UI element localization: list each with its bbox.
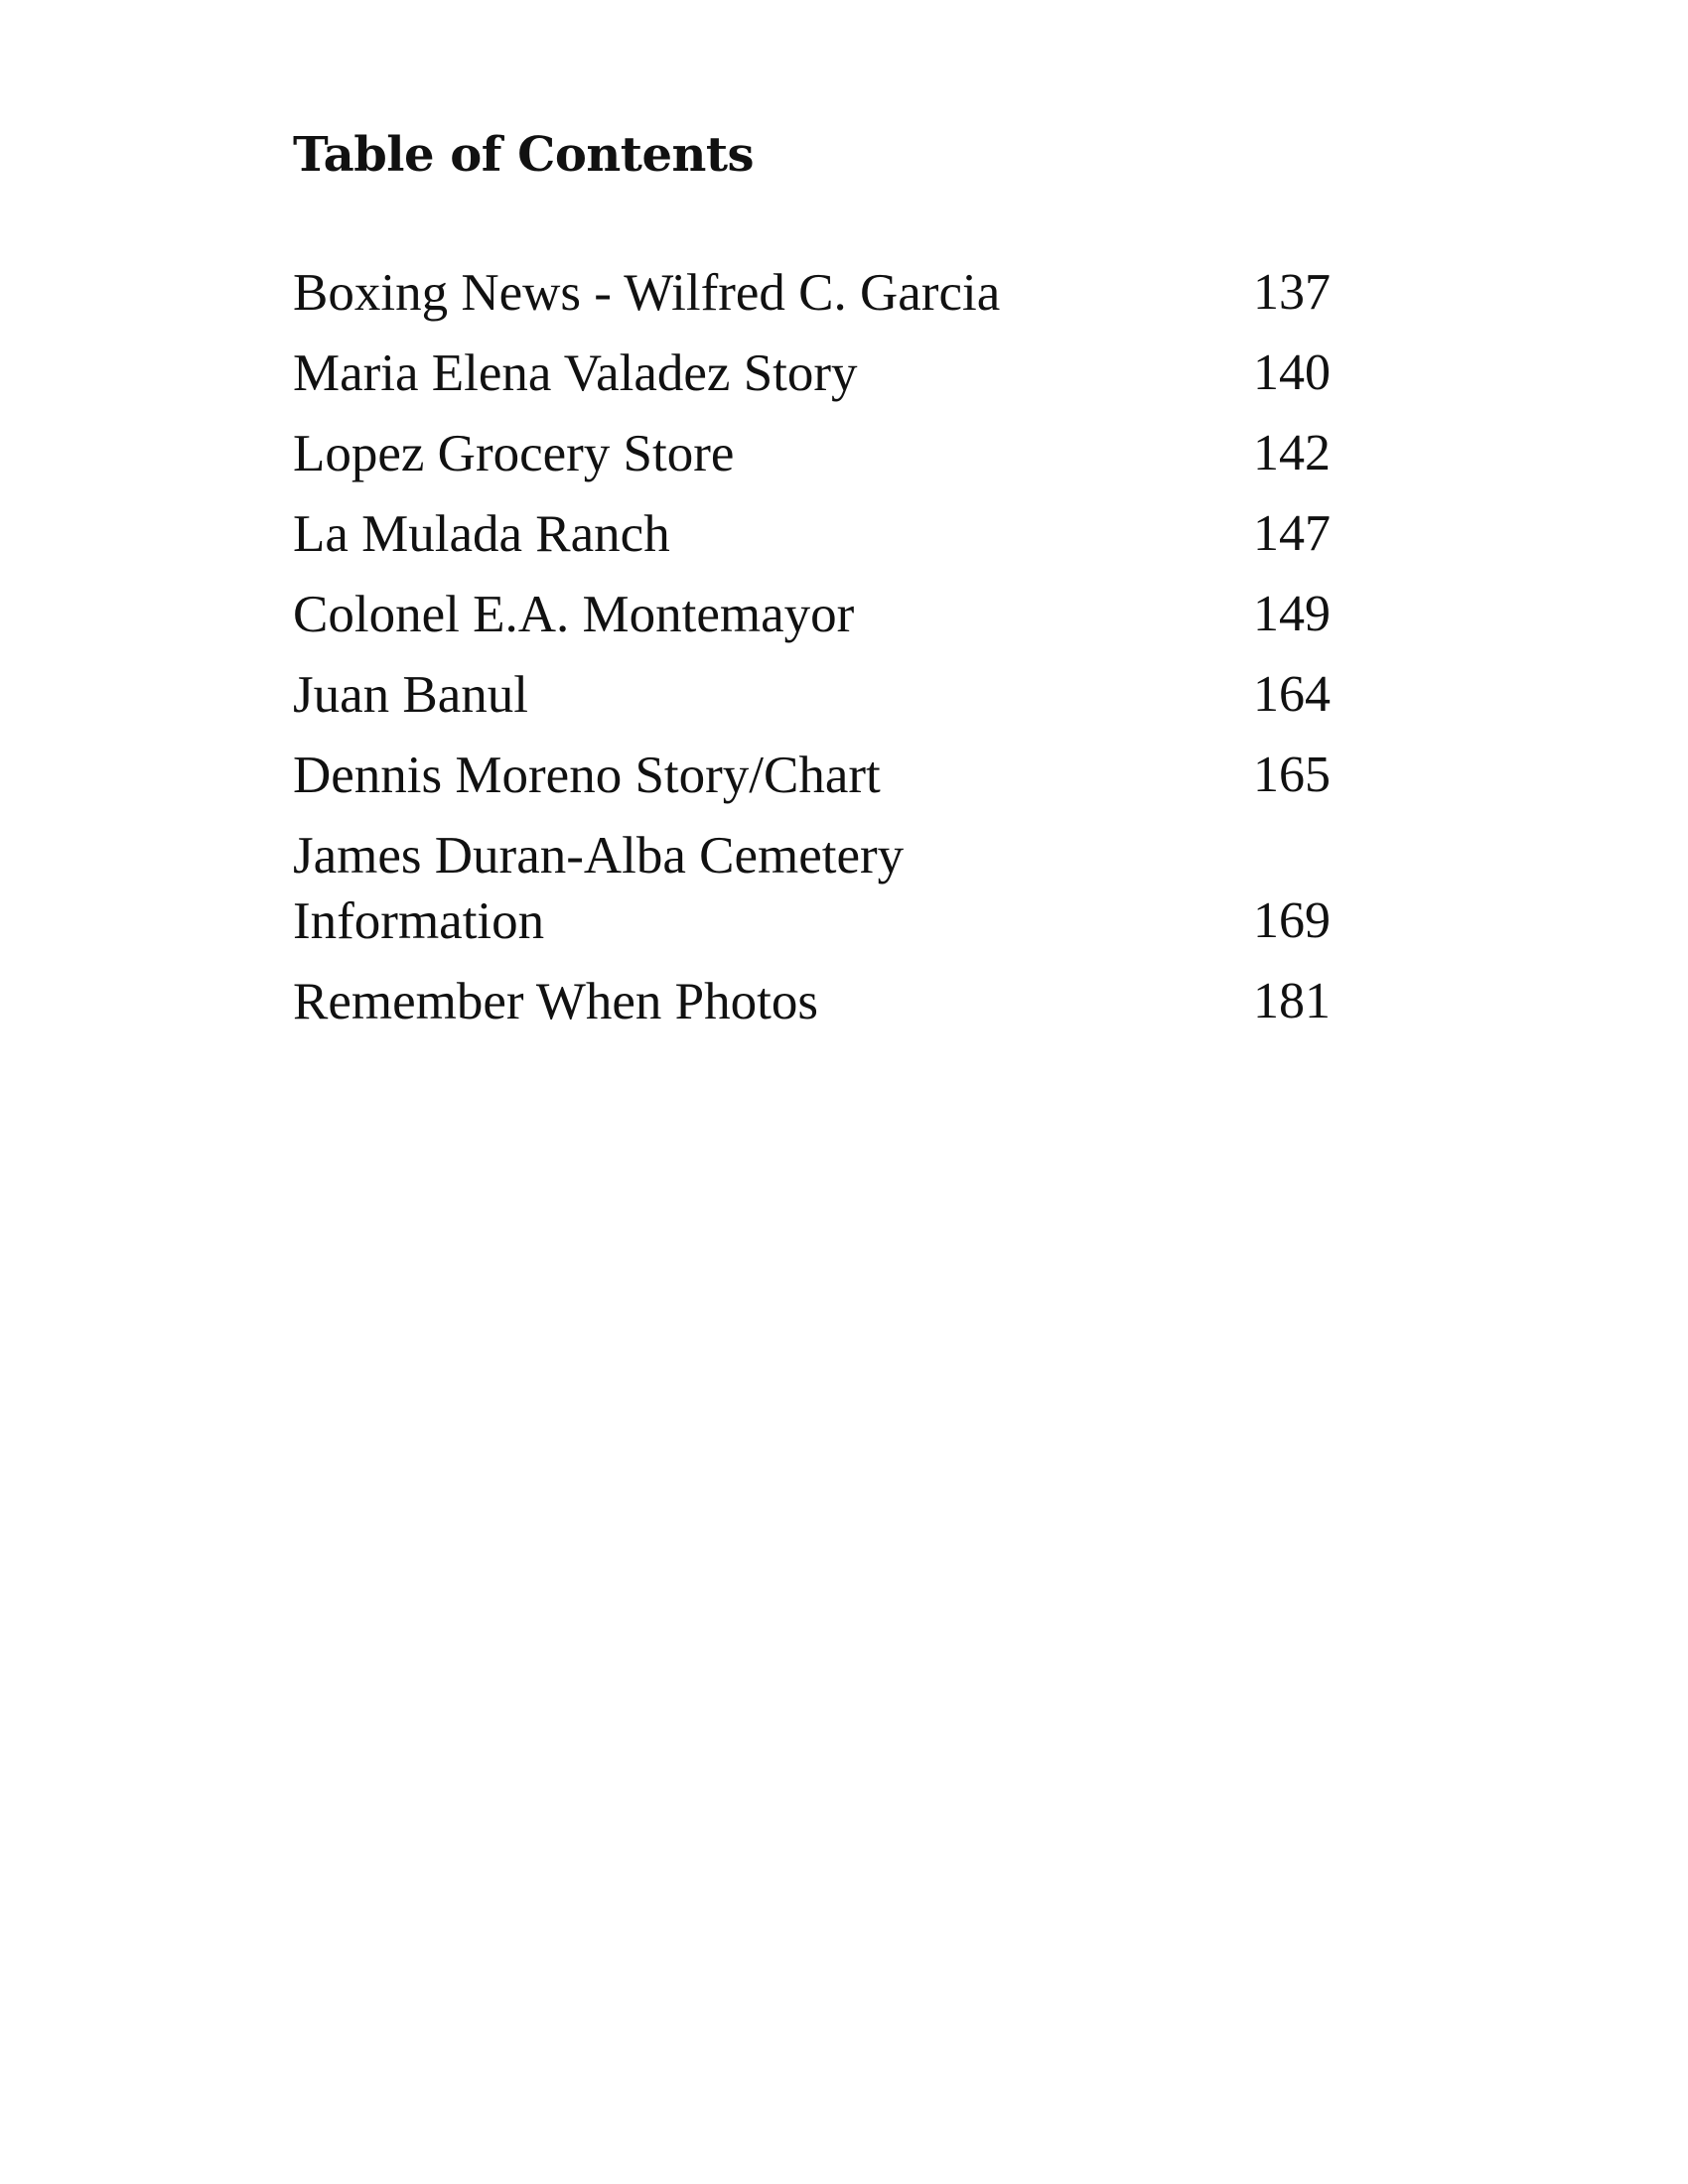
toc-entry-title: Juan Banul	[293, 666, 528, 724]
toc-entry-title: Colonel E.A. Montemayor	[293, 586, 855, 643]
toc-entry-page: 137	[1253, 264, 1331, 321]
toc-entry-page: 169	[1253, 892, 1331, 949]
toc-entry-page: 147	[1253, 505, 1331, 562]
toc-entry-page: 142	[1253, 425, 1331, 481]
toc-entry[interactable]	[293, 743, 1331, 808]
toc-entry-title: Remember When Photos	[293, 973, 818, 1030]
toc-entry[interactable]	[293, 969, 1331, 1034]
toc-entry-page: 181	[1253, 973, 1331, 1029]
toc-entry-title: Maria Elena Valadez Story	[293, 344, 858, 402]
toc-entry-title: Lopez Grocery Store	[293, 425, 735, 482]
toc-entry[interactable]	[293, 501, 1331, 567]
toc-entry[interactable]	[293, 823, 1331, 954]
toc-entry-page: 165	[1253, 747, 1331, 803]
toc-entry[interactable]	[293, 421, 1331, 486]
toc-entry[interactable]	[293, 582, 1331, 647]
toc-entry[interactable]	[293, 662, 1331, 728]
toc-entry[interactable]	[293, 260, 1331, 326]
page-title: Table of Contents	[293, 127, 755, 183]
table-of-contents	[293, 260, 1331, 1049]
toc-entry-page: 140	[1253, 344, 1331, 401]
toc-entry-title: James Duran-Alba Cemetery Information	[293, 827, 905, 950]
toc-entry-page: 164	[1253, 666, 1331, 723]
toc-entry-page: 149	[1253, 586, 1331, 642]
toc-entry-title: Boxing News - Wilfred C. Garcia	[293, 264, 1001, 322]
toc-entry[interactable]	[293, 341, 1331, 406]
toc-entry-title: Dennis Moreno Story/Chart	[293, 747, 881, 804]
toc-entry-title: La Mulada Ranch	[293, 505, 670, 563]
